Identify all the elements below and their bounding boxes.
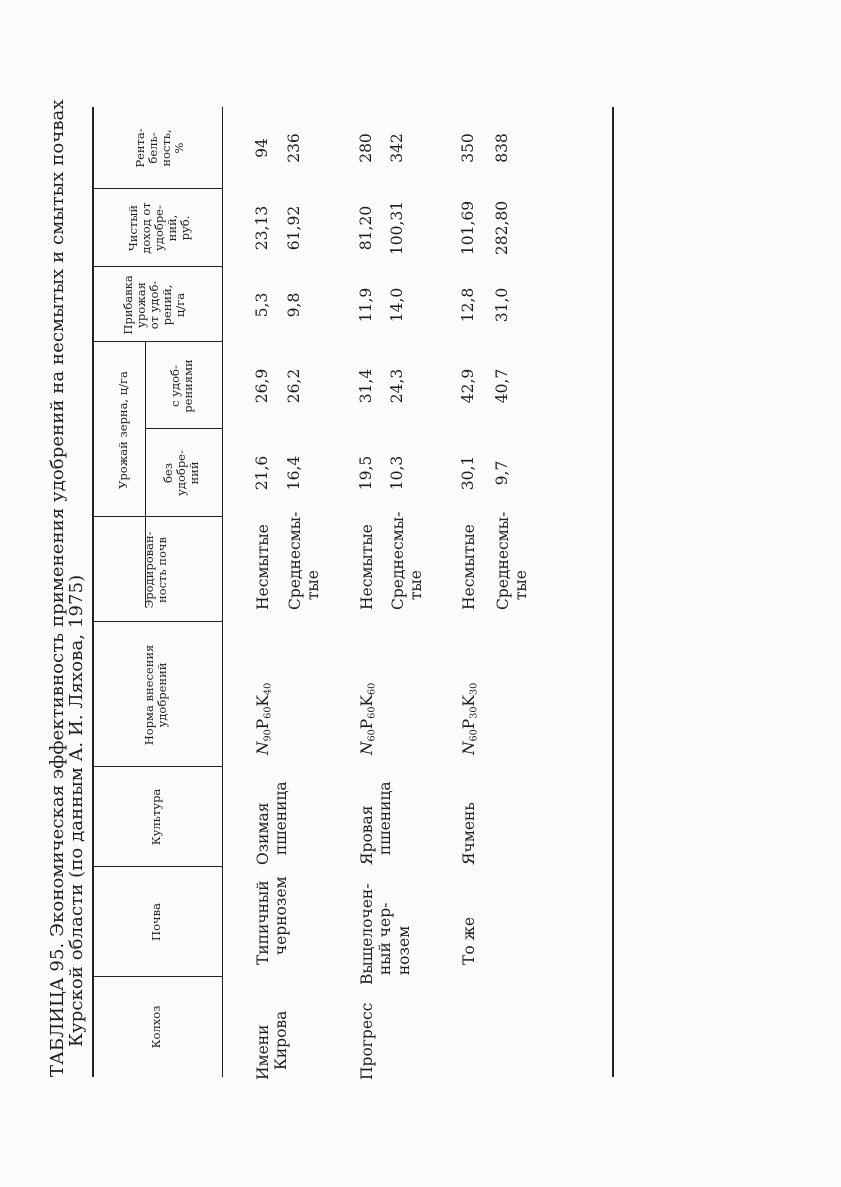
profit-cell: 342 [388,133,406,163]
increase-cell: 31,0 [493,287,511,323]
header-yield-with: с удоб- рениями [168,359,195,413]
header-increase: Прибавка урожая от удоб- рений, ц/га [121,275,187,335]
norm-cell: $N_{60}P_{30}K_{30}$ [460,682,480,755]
crop-cell: Яровая пшеница [358,781,395,865]
col-sep [145,428,222,429]
table-caption-line2: Курской области (по данным А. И. Ляхова, 1975) [66,574,87,1047]
yield-without-cell: 30,1 [459,455,477,491]
kolkhoz-cell: Имени Кирова [254,1010,291,1080]
top-rule [92,107,94,1077]
increase-cell: 9,8 [285,292,303,318]
header-norm: Норма внесения удобрений [142,644,169,746]
soil-cell: Типичный чернозем [254,876,291,965]
income-cell: 61,92 [285,205,303,251]
col-sep [94,621,222,622]
income-cell: 100,31 [388,200,406,256]
header-yield-group: Урожай зерна, ц/га [116,371,130,489]
increase-cell: 11,9 [357,287,375,323]
yield-without-cell: 19,5 [357,455,375,491]
increase-cell: 12,8 [459,287,477,323]
income-cell: 81,20 [357,205,375,251]
bottom-rule [612,107,614,1077]
col-sep [94,516,222,517]
col-sep [94,341,222,342]
header-profit: Рента- бель- ность, % [133,128,186,168]
income-cell: 101,69 [459,200,477,256]
yield-with-cell: 26,9 [253,368,271,404]
header-crop: Культура [149,788,163,846]
yield-with-cell: 26,2 [285,368,303,404]
profit-cell: 838 [493,133,511,163]
erosion-cell: Среднесмы- тые [389,511,426,610]
col-sep [94,866,222,867]
header-erosion: Эродирован- ность почв [142,531,169,609]
erosion-cell: Несмытые [254,524,272,610]
header-income: Чистый доход от удобре- ний, руб. [126,202,192,254]
income-cell: 282,80 [493,200,511,256]
yield-without-cell: 21,6 [253,455,271,491]
erosion-cell: Несмытые [358,524,376,610]
profit-cell: 350 [459,133,477,163]
norm-cell: $N_{90}P_{60}K_{40}$ [254,682,274,755]
header-soil: Почва [149,903,163,941]
header-kolkhoz: Колхоз [149,1005,163,1049]
norm-cell: $N_{60}P_{60}K_{60}$ [358,682,378,755]
soil-cell: То же [460,916,478,965]
col-sep [94,976,222,977]
yield-without-cell: 16,4 [285,455,303,491]
kolkhoz-cell: Прогресс [358,1002,376,1080]
yield-with-cell: 42,9 [459,368,477,404]
crop-cell: Озимая пшеница [254,781,291,865]
table-caption-line1: ТАБЛИЦА 95. Экономическая эффективность применения удобрений на несмытых и смытых почвах [47,99,68,1077]
yield-with-cell: 31,4 [357,368,375,404]
yield-with-cell: 40,7 [493,368,511,404]
crop-cell: Ячмень [460,802,478,865]
yield-without-cell: 10,3 [388,455,406,491]
soil-cell: Выщелочен- ный чер- нозем [358,883,413,985]
yield-with-cell: 24,3 [388,368,406,404]
erosion-cell: Среднесмы- тые [494,511,531,610]
yield-without-cell: 9,7 [493,460,511,486]
col-sep [94,266,222,267]
header-yield-without: без удобре- ний [161,450,201,496]
profit-cell: 94 [253,138,271,158]
increase-cell: 14,0 [388,287,406,323]
increase-cell: 5,3 [253,292,271,318]
header-bottom-rule [222,107,223,1077]
profit-cell: 236 [285,133,303,163]
col-sep [94,766,222,767]
erosion-cell: Несмытые [460,524,478,610]
col-sep [94,188,222,189]
income-cell: 23,13 [253,205,271,251]
profit-cell: 280 [357,133,375,163]
erosion-cell: Среднесмы- тые [286,511,323,610]
